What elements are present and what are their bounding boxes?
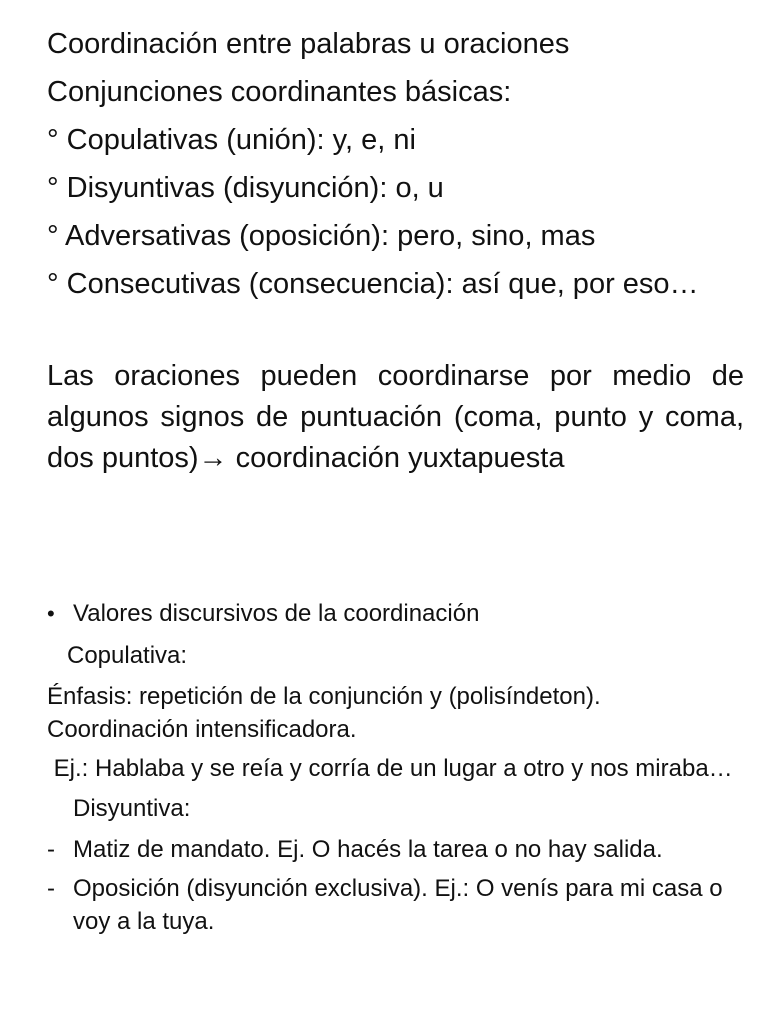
ejemplo-text: Ej.: Hablaba y se reía y corría de un lugar a otro y nos miraba…: [47, 755, 733, 782]
dash-item-text: Matiz de mandato. Ej. O hacés la tarea o no hay salida.: [73, 836, 663, 863]
yuxtapuesta-paragraph: Las oraciones pueden coordinarse por medio de algunos signos de puntuación (coma, punto y coma, dos puntos)→ coordinación yuxtapuesta: [47, 360, 744, 474]
discursive-heading: Valores discursivos de la coordinación: [73, 600, 480, 627]
conjunction-item-consecutivas: ° Consecutivas (consecuencia): así que, por eso…: [47, 268, 699, 300]
dash-item-mandato: [47, 833, 744, 866]
conjunctions-section: [47, 20, 744, 308]
conjunction-item-copulativas: ° Copulativas (unión): y, e, ni: [47, 124, 416, 156]
conjunction-item-adversativas: ° Adversativas (oposición): pero, sino, mas: [47, 220, 596, 252]
disyuntiva-label: Disyuntiva:: [73, 795, 191, 822]
discursive-values-section: [47, 596, 744, 938]
dash-icon: -: [47, 875, 55, 902]
enfasis-text: Énfasis: repetición de la conjunción y (polisíndeton). Coordinación intensificadora.: [47, 683, 601, 743]
dash-icon: -: [47, 836, 55, 863]
discursive-heading-row: [47, 596, 744, 632]
section-subtitle: Conjunciones coordinantes básicas:: [47, 76, 512, 108]
dash-item-oposicion: [47, 872, 744, 938]
conjunction-item-disyuntivas: ° Disyuntivas (disyunción): o, u: [47, 172, 444, 204]
bullet-icon: •: [47, 601, 55, 626]
section-title: Coordinación entre palabras u oraciones: [47, 28, 570, 60]
copulativa-label: Copulativa:: [67, 642, 188, 669]
dash-item-text: Oposición (disyunción exclusiva). Ej.: O venís para mi casa o voy a la tuya.: [73, 875, 723, 935]
